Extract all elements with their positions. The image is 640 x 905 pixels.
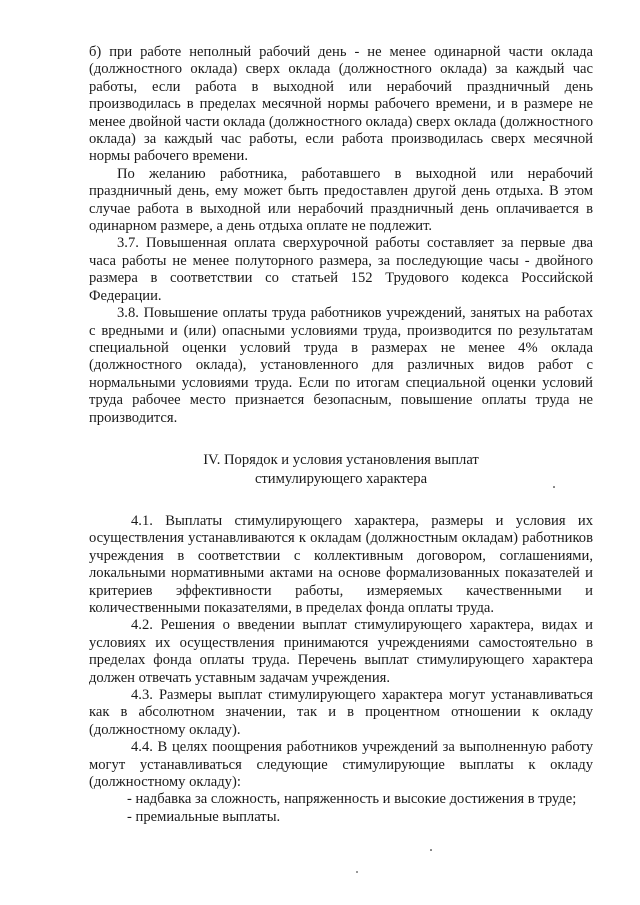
paragraph-4-2: 4.2. Решения о введении выплат стимулирующего характера, видах и условиях их осуществления принимаются учреждениями самостоятельно в пределах фонда оплаты труда. Перечень выплат стимулирующего характера должен отвечать уставным задачам учреждения. (89, 617, 593, 686)
paragraph-3-8: 3.8. Повышение оплаты труда работников учреждений, занятых на работах с вредными и (или) опасными условиями труда, производится по результатам специальной оценки условий труда в размерах не менее 4% оклада (должностного оклада), установленного для различных видов работ с нормальными условиями труда. Если по итогам специальной оценки условий труда рабочее место признается безопасным, повышение оплаты труда не производится. (89, 305, 593, 426)
list-item: - надбавка за сложность, напряженность и высокие достижения в труде; (127, 791, 577, 808)
scan-speck (430, 849, 432, 851)
section-heading (89, 451, 593, 489)
document-page (89, 44, 593, 826)
section-heading-line2: стимулирующего характера (254, 470, 428, 487)
section-heading-line1: IV. Порядок и условия установления выплат (203, 451, 479, 468)
scan-speck (553, 486, 555, 488)
paragraph-4-3: 4.3. Размеры выплат стимулирующего характера могут устанавливаться как в абсолютном значении, так и в процентном отношении к окладу (должностному окладу). (89, 687, 593, 738)
paragraph-4-1: 4.1. Выплаты стимулирующего характера, размеры и условия их осуществления устанавливаются к окладам (должностным окладам) работников учреждения в соответствии с коллективным договором, соглашениями, локальными нормативными актами на основе формализованных показателей и критериев эффективности работы, измеряемых качественными и количественными показателями, в пределах фонда оплаты труда. (89, 512, 593, 616)
paragraph-3-7: 3.7. Повышенная оплата сверхурочной работы составляет за первые два часа работы не менее полуторного размера, за последующие часы - двойного размера в соответствии со статьей 152 Трудового кодекса Российской Федерации. (89, 235, 593, 304)
paragraph-4-4: 4.4. В целях поощрения работников учреждений за выполненную работу могут устанавливаться следующие стимулирующие выплаты к окладу (должностному окладу): (89, 739, 593, 791)
scan-speck (356, 871, 358, 873)
paragraph-day-off: По желанию работника, работавшего в выходной или нерабочий праздничный день, ему может быть предоставлен другой день отдыха. В этом случае работа в выходной или нерабочий праздничный день оплачивается в одинарном размере, а день отдыха оплате не подлежит. (89, 165, 593, 235)
paragraph-b-part-time: б) при работе неполный рабочий день - не менее одинарной части оклада (должностного оклада) сверх оклада (должностного оклада) за каждый час работы, если работа в выходной или нерабочий праздничный день производилась в пределах месячной нормы рабочего времени, и в размере не менее двойной части оклада (должностного оклада) сверх оклада (должностного оклада) за каждый час работы, если работа производилась сверх месячной нормы рабочего времени. (89, 44, 593, 165)
list-item: - премиальные выплаты. (127, 808, 281, 825)
